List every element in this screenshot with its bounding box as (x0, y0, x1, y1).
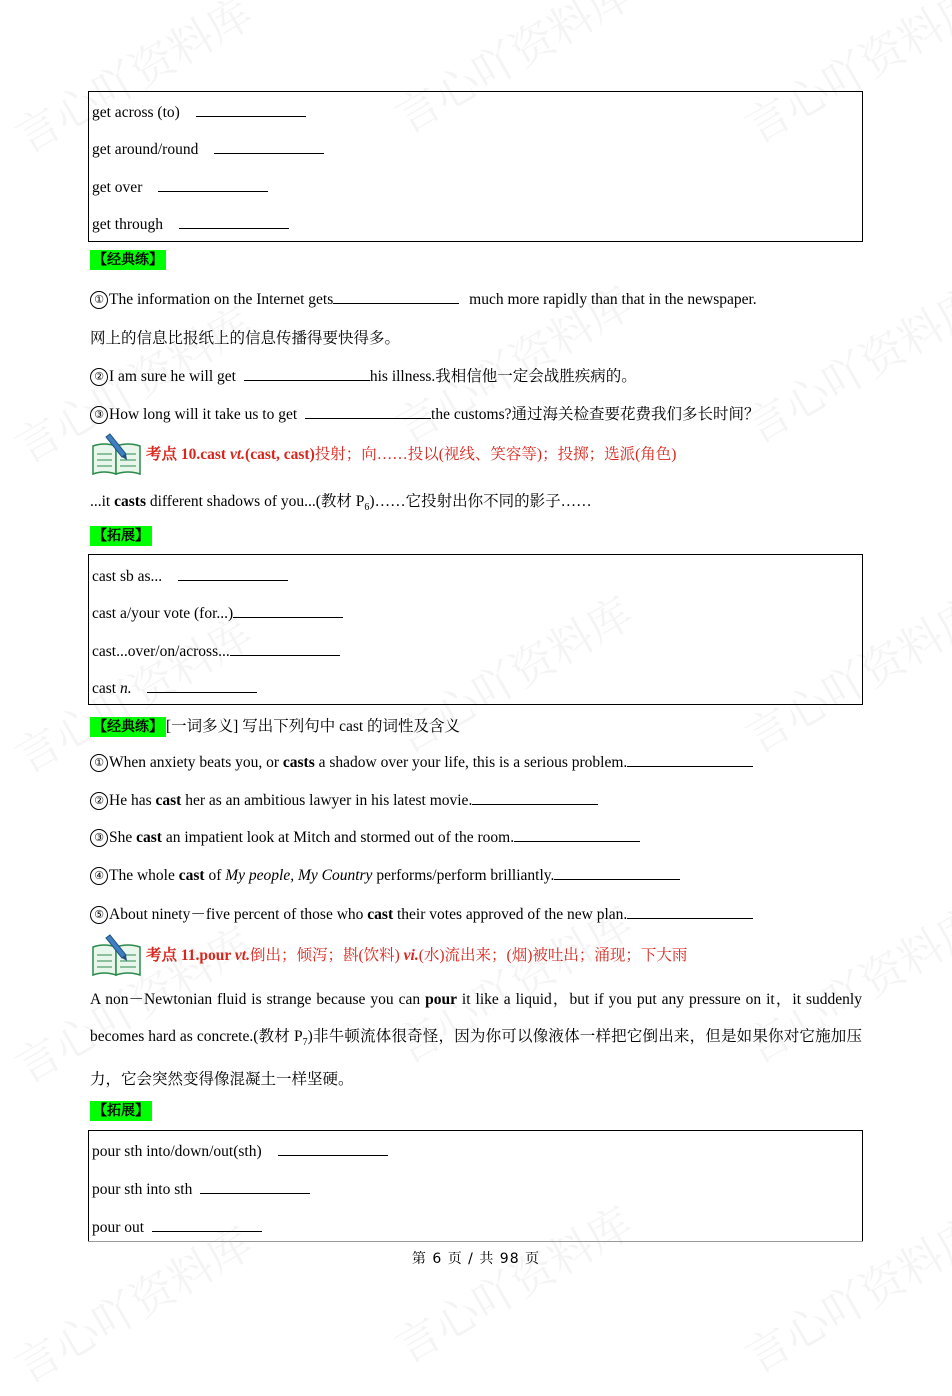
answer-blank[interactable] (196, 102, 306, 117)
phrase-box-get (88, 91, 863, 242)
phrase-box-cast (88, 554, 863, 705)
exercise-item: ② I am sure he will get his illness.我相信他一定会战胜疾病的。 (90, 364, 637, 386)
page-break-line (88, 1241, 863, 1242)
answer-blank[interactable] (230, 641, 340, 656)
exercise-item: ⑤ About ninety－five percent of those who cast their votes approved of the new plan. (90, 902, 753, 924)
answer-blank[interactable] (627, 904, 753, 919)
example-paragraph: A non－Newtonian fluid is strange because you can pour it like a liquid，but if you put any pressure on it，it suddenly becomes hard as concrete.(教材 $P_7$)非牛顿流体很奇怪，因为你可以像液体一样把它倒出来，但是如果你对它施加压力，它会突然变得像混凝土一样坚硬。 (90, 991, 863, 1089)
answer-blank[interactable] (178, 566, 288, 581)
answer-blank[interactable] (147, 678, 257, 693)
phrase-row: cast sb as... (92, 566, 288, 586)
answer-blank[interactable] (244, 366, 370, 381)
phrase-row: get around/round (92, 139, 324, 159)
exercise-item: ④ The whole cast of My people, My Country performs/perform brilliantly. (90, 865, 680, 885)
answer-blank[interactable] (514, 827, 640, 842)
answer-blank[interactable] (179, 214, 289, 229)
watermark (732, 268, 952, 455)
phrase-box-pour (88, 1130, 863, 1242)
phrase-row: cast a/your vote (for...) (92, 603, 343, 623)
answer-blank[interactable] (278, 1141, 388, 1156)
answer-blank[interactable] (333, 289, 459, 304)
exercise-translation: 网上的信息比报纸上的信息传播得要快得多。 (90, 330, 401, 347)
answer-blank[interactable] (214, 139, 324, 154)
key-point-title: 考点 11.pour vt.倒出；倾泻；斟(饮料) vi.(水)流出来；(烟)被吐出；涌现；下大雨 (146, 947, 688, 964)
phrase-row: get over (92, 177, 268, 197)
exercise-item: ① The information on the Internet gets much more rapidly than that in the newspaper. (90, 289, 757, 309)
phrase-row: pour sth into/down/out(sth) (92, 1141, 388, 1161)
answer-blank[interactable] (233, 603, 343, 618)
phrase-row: pour sth into sth (92, 1179, 310, 1199)
book-pen-icon (90, 432, 144, 476)
extension-tag: 【拓展】 (90, 1101, 152, 1121)
answer-blank[interactable] (305, 404, 431, 419)
answer-blank[interactable] (200, 1179, 310, 1194)
exercise-item: ③ She cast an impatient look at Mitch and stormed out of the room. (90, 827, 640, 847)
answer-blank[interactable] (627, 752, 753, 767)
exercise-item: ③ How long will it take us to get the customs?通过海关检查要花费我们多长时间？ (90, 402, 760, 424)
phrase-row: get across (to) (92, 102, 306, 122)
answer-blank[interactable] (152, 1217, 262, 1232)
exercise-tag: 【经典练】 (90, 250, 166, 270)
page-number: 第 6 页 / 共 98 页 (411, 1251, 541, 1267)
extension-tag: 【拓展】 (90, 526, 152, 546)
book-pen-icon (90, 933, 144, 977)
key-point-title: 考点 10.cast vt.(cast, cast)投射；向……投以(视线、笑容等)；投掷；选派(角色) (146, 446, 677, 463)
answer-blank[interactable] (472, 790, 598, 805)
exercise-item: ② He has cast her as an ambitious lawyer in his latest movie. (90, 790, 598, 810)
exercise-item: ① When anxiety beats you, or casts a shadow over your life, this is a serious problem. (90, 752, 753, 772)
phrase-row: pour out (92, 1217, 262, 1237)
answer-blank[interactable] (554, 865, 680, 880)
exercise-tag: 【经典练】 [一词多义] 写出下列句中 cast 的词性及含义 (90, 714, 460, 737)
example-sentence: ...it casts different shadows of you...(教材 $P_6)\dots\dots$它投射出你不同的影子…… (90, 493, 592, 514)
phrase-row: get through (92, 214, 289, 234)
phrase-row: cast n. (92, 678, 257, 698)
answer-blank[interactable] (158, 177, 268, 192)
phrase-row: cast...over/on/across... (92, 641, 340, 661)
